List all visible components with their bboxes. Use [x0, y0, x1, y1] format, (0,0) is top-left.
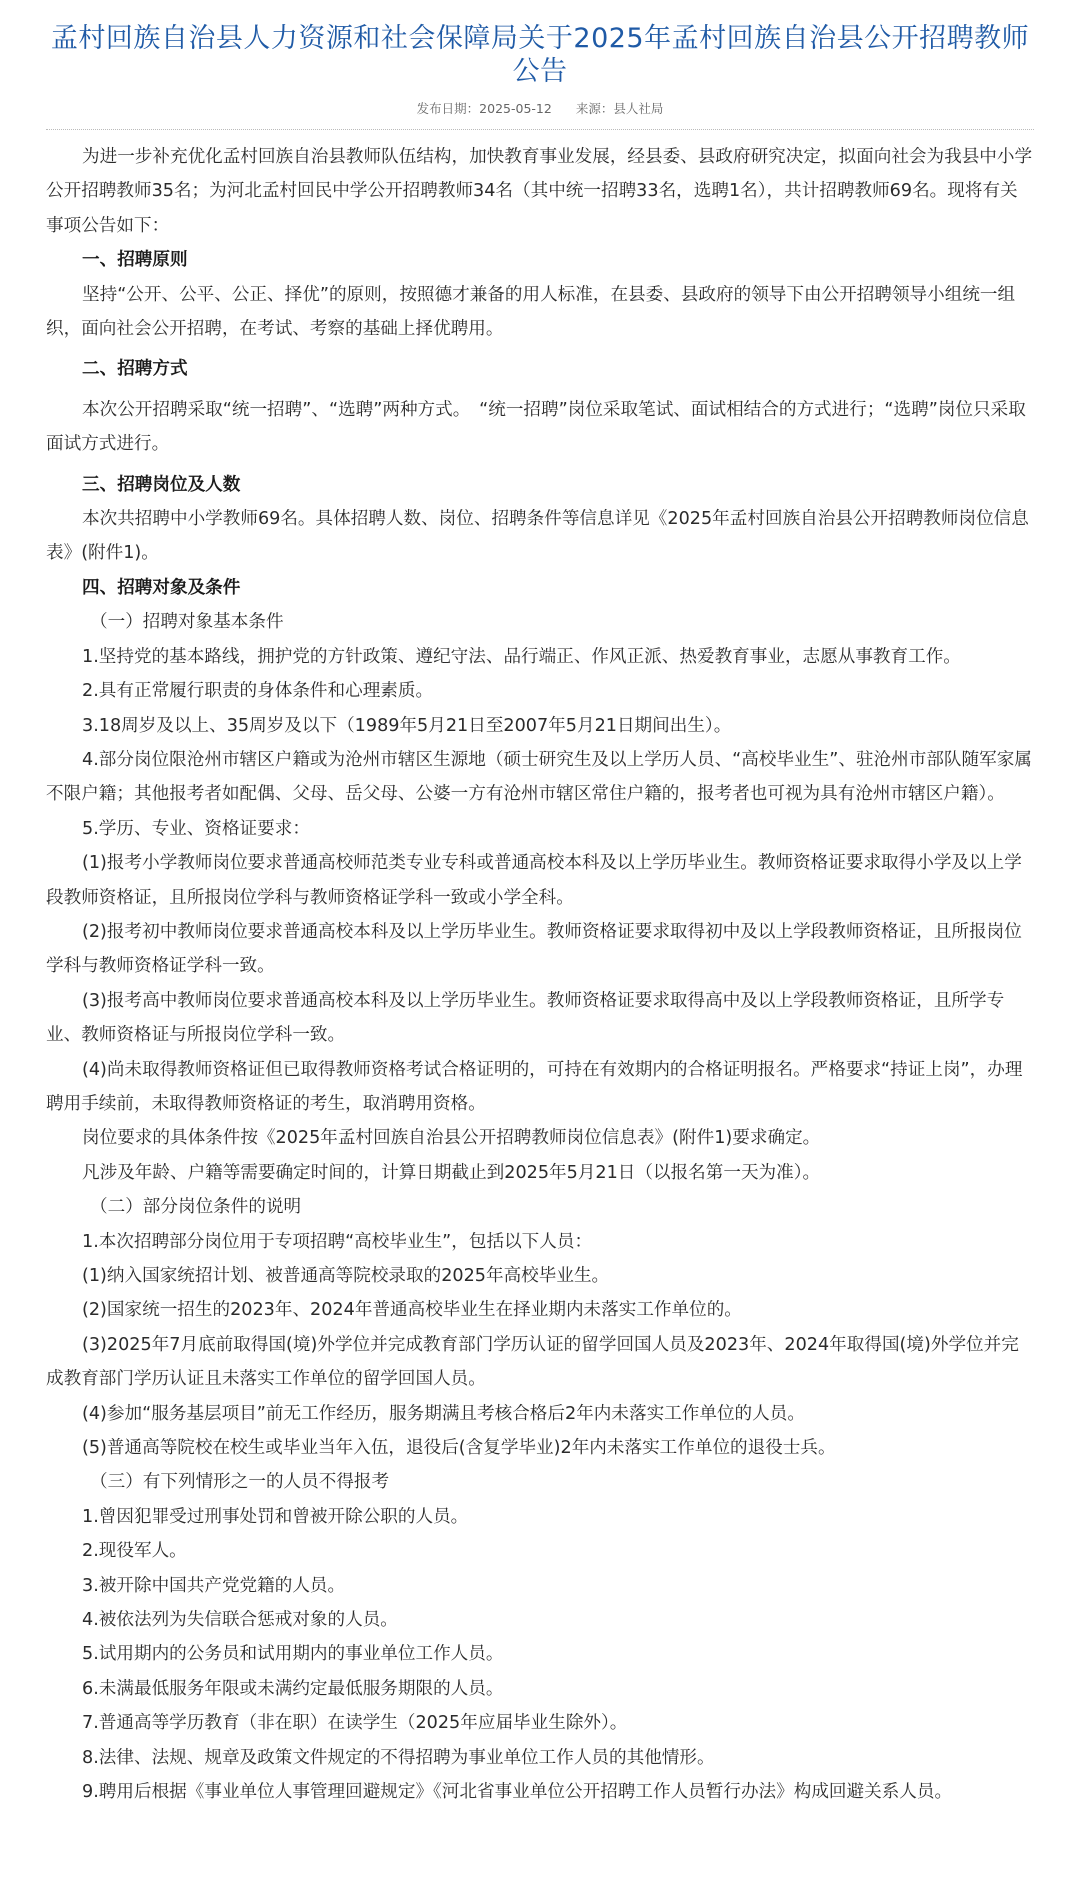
subsection-heading: （一）招聘对象基本条件: [90, 612, 284, 633]
list-item: 2.具有正常履行职责的身体条件和心理素质。: [82, 681, 434, 702]
list-item: 1.曾因犯罪受过刑事处罚和曾被开除公职的人员。: [82, 1506, 469, 1527]
list-item: (3)报考高中教师岗位要求普通高校本科及以上学历毕业生。教师资格证要求取得高中及以上学段教师资格证，且所学专业、教师资格证与所报岗位学科一致。: [46, 990, 1005, 1046]
list-item: 5.试用期内的公务员和试用期内的事业单位工作人员。: [82, 1644, 504, 1665]
source-label: 来源：: [575, 101, 614, 116]
paragraph: 凡涉及年龄、户籍等需要确定时间的，计算日期截止到2025年5月21日（以报名第一天为准）。: [82, 1162, 821, 1183]
list-item: (2)国家统一招生的2023年、2024年普通高校毕业生在择业期内未落实工作单位的。: [82, 1300, 742, 1321]
publish-date-value: 2025-05-12: [479, 101, 552, 116]
paragraph: 岗位要求的具体条件按《2025年孟村回族自治县公开招聘教师岗位信息表》(附件1)要求确定。: [82, 1128, 821, 1149]
publish-date-label: 发布日期：: [416, 101, 480, 116]
list-item: (1)纳入国家统招计划、被普通高等院校录取的2025年高校毕业生。: [82, 1266, 610, 1286]
paragraph: 本次公开招聘采取“统一招聘”、“选聘”两种方式。 “统一招聘”岗位采取笔试、面试相结合的方式进行；“选聘”岗位只采取面试方式进行。: [46, 399, 1026, 455]
source-value: 县人社局: [613, 101, 664, 116]
list-item: 1.本次招聘部分岗位用于专项招聘“高校毕业生”，包括以下人员：: [82, 1231, 593, 1252]
list-item: 4.被依法列为失信联合惩戒对象的人员。: [82, 1610, 398, 1631]
list-item: 2.现役军人。: [82, 1541, 187, 1562]
section-heading-method: 二、招聘方式: [82, 359, 188, 380]
list-item: 8.法律、法规、规章及政策文件规定的不得招聘为事业单位工作人员的其他情形。: [82, 1747, 715, 1768]
paragraph-intro: 为进一步补充优化孟村回族自治县教师队伍结构，加快教育事业发展，经县委、县政府研究决定，拟面向社会为我县中小学公开招聘教师35名；为河北孟村回民中学公开招聘教师34名（其中统一招聘33名，选聘1名），共计招聘教师69名。现将有关事项公告如下：: [46, 147, 1033, 236]
list-item: 6.未满最低服务年限或未满约定最低服务期限的人员。: [82, 1678, 504, 1699]
section-heading-principle: 一、招聘原则: [82, 250, 188, 271]
publish-date: [417, 101, 552, 116]
list-item: 9.聘用后根据《事业单位人事管理回避规定》《河北省事业单位公开招聘工作人员暂行办法》构成回避关系人员。: [82, 1782, 953, 1803]
title-divider: [46, 129, 1034, 130]
subsection-heading: （三）有下列情形之一的人员不得报考: [90, 1472, 390, 1493]
list-item: (5)普通高等院校在校生或毕业当年入伍，退役后(含复学毕业)2年内未落实工作单位的退役士兵。: [82, 1438, 836, 1459]
list-item: (1)报考小学教师岗位要求普通高校师范类专业专科或普通高校本科及以上学历毕业生。教师资格证要求取得小学及以上学段教师资格证，且所报岗位学科与教师资格证学科一致或小学全科。: [46, 853, 1022, 908]
list-item: 5.学历、专业、资格证要求：: [82, 818, 310, 839]
paragraph: 本次共招聘中小学教师69名。具体招聘人数、岗位、招聘条件等信息详见《2025年孟村回族自治县公开招聘教师岗位信息表》(附件1)。: [46, 509, 1029, 564]
article-source: [576, 101, 664, 116]
list-item: (4)参加“服务基层项目”前无工作经历，服务期满且考核合格后2年内未落实工作单位的人员。: [82, 1403, 805, 1424]
paragraph: 坚持“公开、公平、公正、择优”的原则，按照德才兼备的用人标准，在县委、县政府的领导下由公开招聘领导小组统一组织，面向社会公开招聘，在考试、考察的基础上择优聘用。: [46, 284, 1016, 340]
list-item: 3.被开除中国共产党党籍的人员。: [82, 1575, 346, 1596]
list-item: 1.坚持党的基本路线，拥护党的方针政策、遵纪守法、品行端正、作风正派、热爱教育事业，志愿从事教育工作。: [82, 646, 961, 667]
page-title: 孟村回族自治县人力资源和社会保障局关于2025年孟村回族自治县公开招聘教师公告: [50, 23, 1030, 87]
list-item: (2)报考初中教师岗位要求普通高校本科及以上学历毕业生。教师资格证要求取得初中及以上学段教师资格证，且所报岗位学科与教师资格证学科一致。: [46, 921, 1022, 977]
list-item: 3.18周岁及以上、35周岁及以下（1989年5月21日至2007年5月21日期间出生）。: [82, 715, 732, 736]
list-item: 7.普通高等学历教育（非在职）在读学生（2025年应届毕业生除外）。: [82, 1713, 628, 1734]
article-meta: [0, 100, 1080, 118]
list-item: 4.部分岗位限沧州市辖区户籍或为沧州市辖区生源地（硕士研究生及以上学历人员、“高校毕业生”、驻沧州市部队随军家属不限户籍；其他报考者如配偶、父母、岳父母、公婆一方有沧州市辖区常住户籍的，报考者也可视为具有沧州市辖区户籍）。: [46, 749, 1032, 805]
section-heading-positions: 三、招聘岗位及人数: [82, 474, 241, 495]
article-body: [46, 140, 1034, 1810]
list-item: (4)尚未取得教师资格证但已取得教师资格考试合格证明的，可持在有效期内的合格证明报名。严格要求“持证上岗”，办理聘用手续前，未取得教师资格证的考生，取消聘用资格。: [46, 1059, 1023, 1114]
subsection-heading: （二）部分岗位条件的说明: [90, 1197, 302, 1218]
section-heading-eligibility: 四、招聘对象及条件: [82, 577, 241, 598]
list-item: (3)2025年7月底前取得国(境)外学位并完成教育部门学历认证的留学回国人员及2023年、2024年取得国(境)外学位并完成教育部门学历认证且未落实工作单位的留学回国人员。: [46, 1334, 1019, 1390]
